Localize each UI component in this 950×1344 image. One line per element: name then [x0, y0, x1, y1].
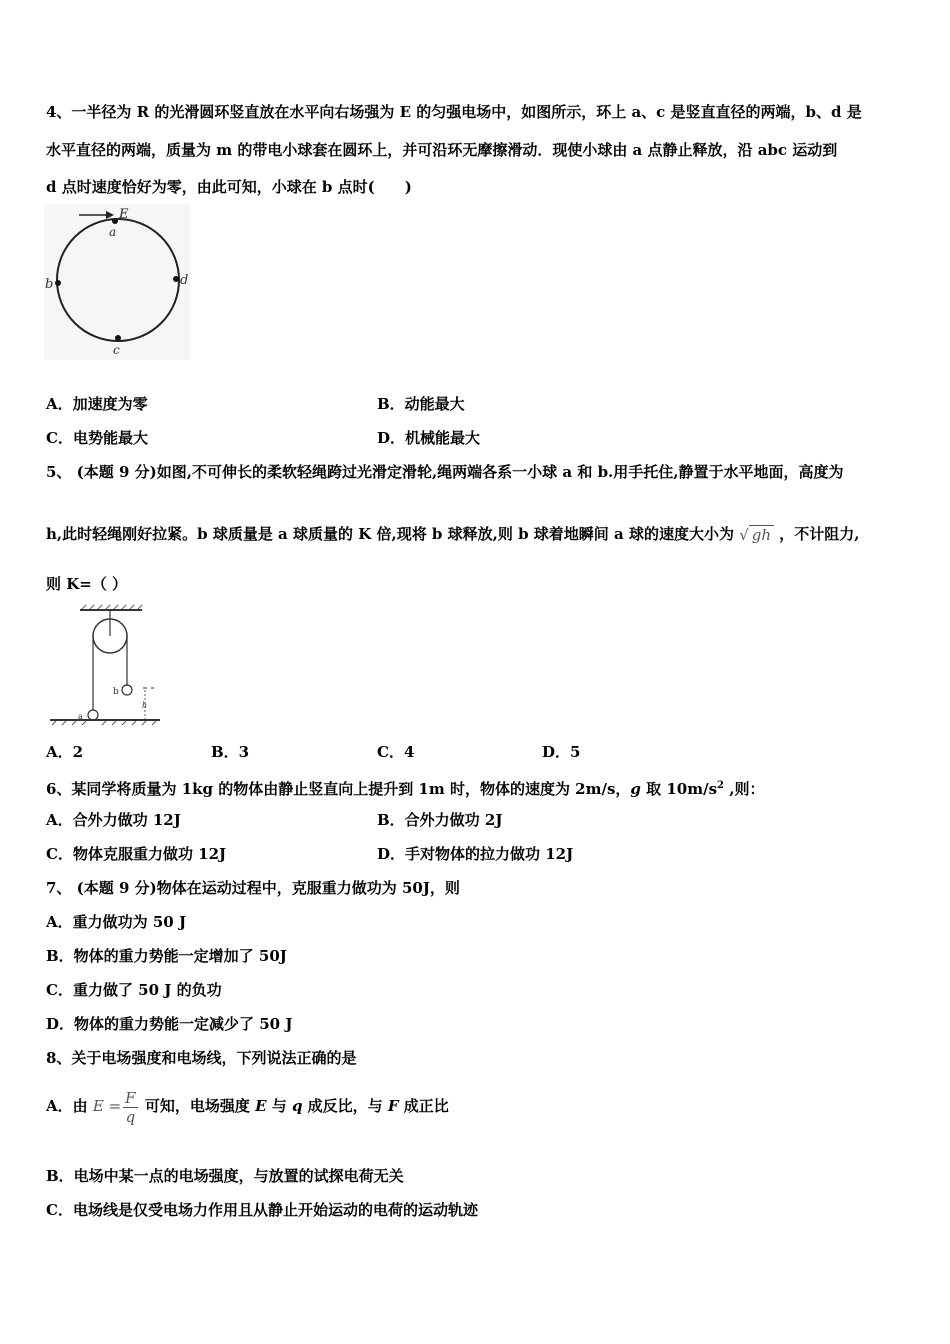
- label-c: c: [113, 343, 120, 357]
- q8-optA-text-1: 可知，电场强度: [144, 1097, 256, 1115]
- sqrt-gh: √ gh: [739, 519, 774, 551]
- point-c: [115, 335, 121, 341]
- q4-option-d[interactable]: D．机械能最大: [377, 429, 481, 447]
- q4-line2: 水平直径的两端，质量为 m 的带电小球套在圆环上，并可沿环无摩擦滑动．现使小球由 a 点静止释放，沿 abc 运动到: [46, 141, 838, 159]
- q4-option-c[interactable]: C．电势能最大: [46, 429, 148, 447]
- q5-option-c[interactable]: C．4: [377, 743, 415, 761]
- q6-text-3: ,则：: [724, 780, 765, 798]
- ceiling-hatch: [82, 605, 142, 609]
- q5-option-b[interactable]: B．3: [211, 743, 250, 761]
- q8-option-a[interactable]: [46, 1086, 449, 1126]
- q6-option-b[interactable]: B．合外力做功 2J: [377, 811, 503, 829]
- ground-hatch: [52, 721, 156, 725]
- q8-E: E: [255, 1097, 267, 1115]
- formula-fraction: [123, 1089, 137, 1126]
- q8-option-b[interactable]: B．电场中某一点的电场强度，与放置的试探电荷无关: [46, 1167, 404, 1185]
- q4-option-a[interactable]: A．加速度为零: [46, 395, 148, 413]
- q5-line2-tail: ，不计阻力,: [779, 525, 860, 543]
- q5-option-d[interactable]: D．5: [542, 743, 581, 761]
- label-b: b: [45, 277, 54, 292]
- q6-sup: 2: [717, 780, 725, 791]
- q8-optA-prefix: A．由: [46, 1097, 88, 1115]
- q8-optA-text-2: 与: [266, 1097, 292, 1115]
- label-d: d: [180, 273, 189, 288]
- label-E: E: [119, 207, 129, 222]
- q8-option-c[interactable]: C．电场线是仅受电场力作用且从静止开始运动的电荷的运动轨迹: [46, 1201, 478, 1219]
- point-d: [173, 276, 179, 282]
- label-ball-a: a: [78, 712, 83, 721]
- formula-lhs: E =: [92, 1097, 122, 1115]
- sqrt-radicand: gh: [749, 525, 774, 544]
- q6-option-a[interactable]: A．合外力做功 12J: [46, 811, 181, 829]
- q4-line3: d 点时速度恰好为零，由此可知，小球在 b 点时( ): [46, 178, 412, 196]
- q8-line1: 8、关于电场强度和电场线，下列说法正确的是: [46, 1049, 357, 1067]
- point-b: [55, 280, 61, 286]
- formula-numerator: F: [125, 1088, 136, 1107]
- q5-line2-text: h,此时轻绳刚好拉紧。b 球质量是 a 球质量的 K 倍,现将 b 球释放,则 b 球着地瞬间 a 球的速度大小为: [46, 525, 734, 543]
- q8-optA-text-3: 成反比，与: [302, 1097, 388, 1115]
- q5-line2: [46, 518, 860, 551]
- label-a: a: [109, 225, 117, 239]
- ball-a: [88, 710, 98, 720]
- q5-line1: 5、 (本题 9 分)如图,不可伸长的柔软轻绳跨过光滑定滑轮,绳两端各系一小球 a 和 b.用手托住,静置于水平地面，高度为: [46, 463, 844, 481]
- q6-g: g: [630, 780, 641, 798]
- q7-option-a[interactable]: A．重力做功为 50 J: [46, 913, 187, 931]
- pulley-figure: [46, 604, 164, 726]
- q5-line3: 则 K=（ ）: [46, 575, 128, 593]
- q6-line1: [46, 776, 764, 799]
- label-ball-b: b: [113, 687, 119, 697]
- q7-option-c[interactable]: C．重力做了 50 J 的负功: [46, 981, 222, 999]
- q4-line1: 4、一半径为 R 的光滑圆环竖直放在水平向右场强为 E 的匀强电场中，如图所示，环上 a、c 是竖直直径的两端，b、d 是: [46, 103, 862, 121]
- q6-text-2: 取 10m/s: [640, 780, 718, 798]
- ball-b: [122, 685, 132, 695]
- q5-option-a[interactable]: A．2: [46, 743, 84, 761]
- q8-q: q: [291, 1097, 303, 1115]
- q7-line1: 7、 (本题 9 分)物体在运动过程中，克服重力做功为 50J，则: [46, 879, 460, 897]
- label-h: h: [142, 701, 148, 710]
- ring-figure: [44, 204, 190, 360]
- q4-option-b[interactable]: B．动能最大: [377, 395, 465, 413]
- q7-option-d[interactable]: D．物体的重力势能一定减少了 50 J: [46, 1015, 293, 1033]
- q6-option-c[interactable]: C．物体克服重力做功 12J: [46, 845, 227, 863]
- q8-optA-text-4: 成正比: [398, 1097, 449, 1115]
- q6-option-d[interactable]: D．手对物体的拉力做功 12J: [377, 845, 574, 863]
- formula-denominator: q: [125, 1107, 136, 1126]
- q8-F: F: [387, 1097, 399, 1115]
- point-a: [112, 218, 118, 224]
- q7-option-b[interactable]: B．物体的重力势能一定增加了 50J: [46, 947, 287, 965]
- q6-text-1: 6、某同学将质量为 1kg 的物体由静止竖直向上提升到 1m 时，物体的速度为 2m/s，: [46, 780, 631, 798]
